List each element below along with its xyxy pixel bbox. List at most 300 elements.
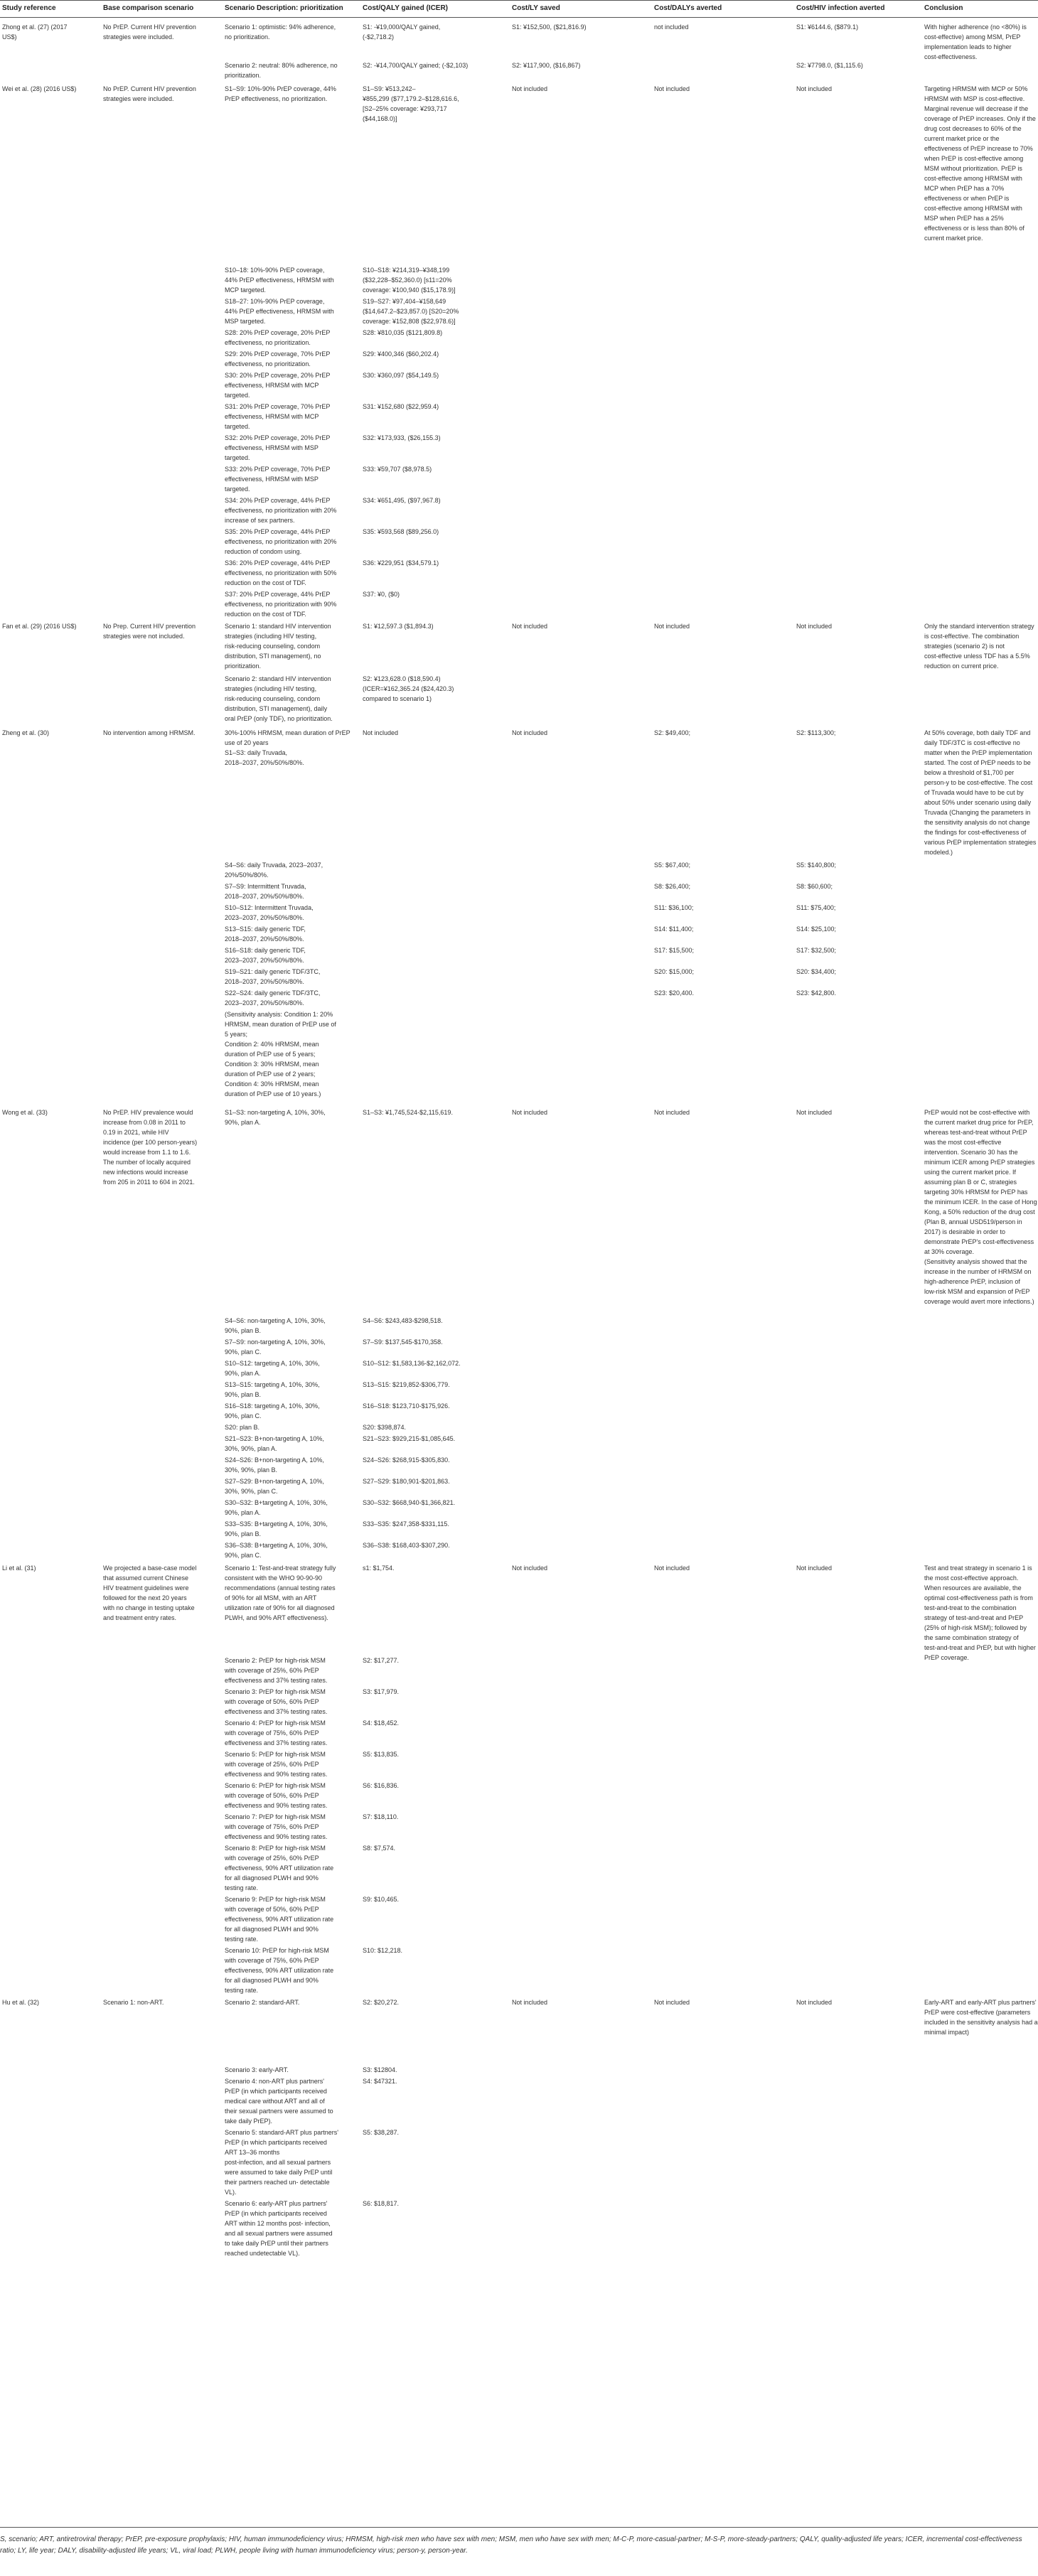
cell-line: Condition 2: 40% HRMSM, mean [225, 1041, 319, 1048]
cell-line: S13–S15: daily generic TDF, [225, 925, 306, 933]
cell-line: to take daily PrEP until their partners [225, 2240, 328, 2247]
header-cost-qaly: Cost/QALY gained (ICER) [363, 4, 449, 12]
table-bottom-rule [0, 2527, 1038, 2528]
table-cell [924, 728, 1037, 857]
table-cell [225, 903, 360, 923]
cell-line: S20: plan B. [225, 1424, 260, 1431]
table-cell [363, 2199, 508, 2209]
cell-line: is cost-effective. The combination [924, 633, 1020, 640]
table-cell [796, 881, 921, 891]
header-cost-hiv: Cost/HIV infection averted [796, 4, 885, 12]
cell-line: S10–S18: ¥214,319–¥348,199 [363, 267, 450, 274]
cell-line: were assumed to take daily PrEP until [225, 2169, 333, 2176]
cell-line: S7: $18,110. [363, 1813, 399, 1820]
table-cell [103, 1997, 223, 2007]
cell-line: Scenario 7: PrEP for high-risk MSM [225, 1813, 326, 1820]
cell-line: whereas test-and-treat without PrEP [924, 1129, 1027, 1136]
table-cell [924, 1563, 1037, 1663]
cell-line: S4: $18,452. [363, 1719, 400, 1727]
cell-line: HIV treatment guidelines were [103, 1584, 189, 1592]
cell-line: Scenario 2: standard HIV intervention [225, 675, 331, 682]
table-cell [924, 1997, 1037, 2037]
cell-line: low-risk MSM and expansion of PrEP [924, 1288, 1030, 1295]
table-cell [363, 2076, 508, 2086]
cell-line: S22–S24: daily generic TDF/3TC, [225, 989, 321, 997]
table-cell [363, 1749, 508, 1759]
cell-line: coverage of PrEP increases. Only if the [924, 115, 1036, 122]
cell-line: S27–S29: B+non-targeting A, 10%, [225, 1478, 324, 1485]
cell-line: duration of PrEP use of 5 years; [225, 1051, 316, 1058]
cell-line: We projected a base-case model [103, 1565, 197, 1572]
cell-line: MSM without prioritization. PrEP is [924, 165, 1022, 172]
table-cell [363, 1540, 508, 1550]
table-cell [225, 265, 360, 295]
table-cell [654, 967, 793, 977]
cell-line: and treatment entry rates. [103, 1614, 177, 1621]
table-cell [654, 1563, 793, 1573]
cell-line: S23: $42,800. [796, 989, 837, 997]
cell-line: S30: 20% PrEP coverage, 20% PrEP [225, 372, 331, 379]
cell-line: S3: $17,979. [363, 1688, 400, 1695]
cell-line: about 50% under scenario using daily [924, 799, 1032, 806]
cell-line: S30–S32: B+targeting A, 10%, 30%, [225, 1499, 328, 1506]
table-cell [225, 1563, 360, 1623]
table-cell [225, 84, 360, 104]
table-cell [103, 621, 223, 641]
table-cell [2, 22, 100, 42]
table-cell [363, 349, 508, 359]
table-cell [2, 1563, 100, 1573]
cell-line: (ICER=¥162,365.24 ($24,420.3) [363, 685, 454, 692]
cell-line: S19–S21: daily generic TDF/3TC, [225, 968, 321, 975]
cell-line: S33–S35: B+targeting A, 10%, 30%, [225, 1520, 328, 1528]
cell-line: intervention. Scenario 30 has the [924, 1149, 1018, 1156]
cell-line: 20%/50%/80%. [225, 871, 269, 879]
cell-line: 2018–2037, 20%/50%/80%. [225, 893, 304, 900]
cell-line: S36–S38: B+targeting A, 10%, 30%, [225, 1542, 328, 1549]
cell-line: effectiveness, no prioritization. [225, 339, 311, 346]
table-cell [225, 1655, 360, 1685]
cell-line: S33: 20% PrEP coverage, 70% PrEP [225, 466, 331, 473]
table-cell [924, 22, 1037, 62]
cell-line: 2023–2037, 20%/50%/80%. [225, 999, 304, 1007]
table-cell [796, 728, 921, 738]
cell-line: medical care without ART and all of [225, 2098, 325, 2105]
cell-line: S1–S3: ¥1,745,524-$2,115,619. [363, 1109, 453, 1116]
table-cell [225, 1422, 360, 1432]
cell-line: effectiveness and 90% testing rates. [225, 1771, 328, 1778]
cell-line: S30: ¥360,097 ($54,149.5) [363, 372, 439, 379]
table-cell [225, 945, 360, 965]
cell-line: [S2–25% coverage: ¥293,717 [363, 105, 447, 112]
table-cell [654, 860, 793, 870]
cell-line: ART 13–36 months [225, 2149, 280, 2156]
cell-line: the minimum ICER. In the case of Hong [924, 1198, 1037, 1206]
cell-line: reached undetectable VL). [225, 2250, 300, 2257]
table-cell [796, 84, 921, 94]
cell-line: 2018–2037, 20%/50%/80%. [225, 935, 304, 943]
cell-line: PrEP were cost-effective (parameters [924, 2009, 1031, 2016]
table-cell [363, 527, 508, 537]
table-cell [363, 296, 508, 326]
cell-line: S6: $18,817. [363, 2200, 400, 2207]
table-cell [796, 903, 921, 913]
table-cell [363, 1563, 508, 1573]
table-cell [654, 22, 793, 32]
cell-line: effectiveness or when PrEP is [924, 195, 1010, 202]
cell-line: S33–S35: $247,358-$331,115. [363, 1520, 449, 1528]
cell-line: S24–S26: B+non-targeting A, 10%, [225, 1456, 324, 1464]
cell-line: reduction on the cost of TDF. [225, 579, 306, 586]
cell-line: optimal cost-effectiveness path is from [924, 1594, 1033, 1601]
cell-line: S5: $13,835. [363, 1751, 400, 1758]
cell-line: no prioritization. [225, 33, 270, 41]
cell-line: (25% of high-risk MSM); followed by [924, 1624, 1027, 1631]
header-scenario-description: Scenario Description: prioritization [225, 4, 343, 12]
cell-line: S37: ¥0, ($0) [363, 591, 400, 598]
cell-line: S1: ¥152,500, ($21,816.9) [512, 23, 587, 31]
cell-line: S7–S9: $137,545-$170,358. [363, 1338, 443, 1346]
cell-line: with coverage of 50%, 60% PrEP [225, 1906, 319, 1913]
table-cell [363, 1519, 508, 1529]
cell-line: Not included [654, 85, 690, 92]
table-cell [363, 1422, 508, 1432]
table-cell [225, 1540, 360, 1560]
cell-line: oral PrEP (only TDF), no prioritization. [225, 715, 333, 722]
cell-line: 2023–2037, 20%/50%/80%. [225, 914, 304, 921]
cell-line: was the most cost-effective [924, 1139, 1002, 1146]
table-cell [363, 2065, 508, 2075]
table-cell [225, 924, 360, 944]
cell-line: various PrEP implementation strategies [924, 839, 1037, 846]
table-cell [654, 924, 793, 934]
cell-line: person-y to be cost-effective. The cost [924, 779, 1033, 786]
cell-line: Targeting HRMSM with MCP or 50% [924, 85, 1028, 92]
cell-line: S2: $49,400; [654, 729, 691, 736]
cell-line: S17: $32,500; [796, 947, 837, 954]
cell-line: minimum ICER among PrEP strategies [924, 1159, 1035, 1166]
table-cell [363, 1358, 508, 1368]
cell-line: HRMSM, mean duration of PrEP use of [225, 1021, 336, 1028]
cell-line: use of 20 years [225, 739, 269, 746]
table-cell [225, 728, 360, 768]
table-cell [796, 1107, 921, 1117]
cell-line: cost-effective) among MSM, PrEP [924, 33, 1021, 41]
table-cell [225, 2199, 360, 2258]
cell-line: consistent with the WHO 90-90-90 [225, 1574, 323, 1582]
table-cell [363, 1843, 508, 1853]
cell-line: S13–S15: targeting A, 10%, 30%, [225, 1381, 320, 1388]
cell-line: with coverage of 25%, 60% PrEP [225, 1667, 319, 1674]
table-cell [225, 22, 360, 42]
cell-line: high-adherence PrEP, inclusion of [924, 1278, 1020, 1285]
cell-line: Not included [512, 1565, 548, 1572]
cell-line: S20: $398,874. [363, 1424, 407, 1431]
cell-line: effectiveness or is less than 80% of [924, 225, 1024, 232]
cell-line: assuming plan B or C, strategies [924, 1179, 1017, 1186]
cell-line: S34: 20% PrEP coverage, 44% PrEP [225, 497, 331, 504]
cell-line: S4–S6: $243,483-$298,518. [363, 1317, 443, 1324]
cell-line: PrEP (in which participants received [225, 2139, 327, 2146]
cell-line: Scenario 3: early-ART. [225, 2066, 289, 2073]
cell-line: Not included [512, 729, 548, 736]
cell-line: (Sensitivity analysis showed that the [924, 1258, 1027, 1265]
table-cell [225, 495, 360, 525]
cell-line: S11: $75,400; [796, 904, 836, 911]
table-cell [225, 1337, 360, 1357]
table-cell [363, 1997, 508, 2007]
table-cell [363, 265, 508, 295]
cell-line: S11: $36,100; [654, 904, 694, 911]
table-cell [103, 84, 223, 104]
cell-line: Truvada (Changing the parameters in [924, 809, 1031, 816]
cell-line: At 50% coverage, both daily TDF and [924, 729, 1031, 736]
table-cell [225, 1946, 360, 1995]
cell-line: daily TDF/3TC is cost-effective no [924, 739, 1020, 746]
cell-line: S27–S29: $180,901-$201,863. [363, 1478, 450, 1485]
cell-line: effectiveness, no prioritization with 20% [225, 507, 337, 514]
cell-line: S10–S12: Intermittent Truvada, [225, 904, 314, 911]
cell-line: 90%, plan B. [225, 1327, 262, 1334]
table-cell [225, 370, 360, 400]
cell-line: S16–S18: daily generic TDF, [225, 947, 306, 954]
cell-line: S1: ¥12,597.3 ($1,894.3) [363, 623, 434, 630]
cell-line: 2018–2037, 20%/50%/80%. [225, 978, 304, 985]
table-cell [225, 1380, 360, 1400]
cell-line: coverage: ¥152,808 ($22,978.6)] [363, 318, 456, 325]
table-cell [363, 22, 508, 42]
cell-line: US$) [2, 33, 17, 41]
cell-line: targeted. [225, 423, 250, 430]
cell-line: using the current market price. If [924, 1169, 1017, 1176]
cell-line: PrEP coverage. [924, 1654, 969, 1661]
cell-line: strategy of test-and-treat and PrEP [924, 1614, 1024, 1621]
cell-line: S7–S9: non-targeting A, 10%, 30%, [225, 1338, 326, 1346]
cell-line: with coverage of 50%, 60% PrEP [225, 1698, 319, 1705]
table-cell [654, 881, 793, 891]
cell-line: their partners reached un- detectable [225, 2179, 330, 2186]
cell-line: ($14,647.2–$23,857.0) [S20=20% [363, 308, 459, 315]
table-cell [363, 433, 508, 443]
cell-line: S2: ¥117,900, ($16,867) [512, 62, 581, 69]
table-cell [654, 621, 793, 631]
table-cell [512, 1997, 651, 2007]
header-study-reference: Study reference [2, 4, 56, 12]
cell-line: increase from 0.08 in 2011 to [103, 1119, 186, 1126]
cell-line: S2: $20,272. [363, 1999, 400, 2006]
table-cell [225, 527, 360, 557]
table-cell [363, 402, 508, 412]
table-cell [654, 945, 793, 955]
cell-line: their sexual partners were assumed to [225, 2108, 333, 2115]
cell-line: No PrEP. Current HIV prevention [103, 85, 196, 92]
cell-line: targeted. [225, 392, 250, 399]
header-cost-ly: Cost/LY saved [512, 4, 560, 12]
cell-line: effectiveness and 37% testing rates. [225, 1677, 328, 1684]
cell-line: 90%, plan A. [225, 1370, 261, 1377]
cell-line: reduction on the cost of TDF. [225, 611, 306, 618]
cell-line: S1–S3: non-targeting A, 10%, 30%, [225, 1109, 326, 1116]
cell-line: S21–S23: B+non-targeting A, 10%, [225, 1435, 324, 1442]
cell-line: Scenario 4: PrEP for high-risk MSM [225, 1719, 326, 1727]
cell-line: Not included [796, 1999, 833, 2006]
table-cell [796, 60, 921, 70]
cell-line: strategies were not included. [103, 633, 185, 640]
cell-line: increase in the number of HRMSM on [924, 1268, 1032, 1275]
cell-line: distribution, STI management), no [225, 653, 321, 660]
table-cell [924, 621, 1037, 671]
cell-line: matter when the PrEP implementation [924, 749, 1032, 756]
table-cell [924, 1107, 1037, 1306]
table-cell [654, 903, 793, 913]
table-cell [363, 1401, 508, 1411]
cell-line: No Prep. Current HIV prevention [103, 623, 196, 630]
cell-line: Zhong et al. (27) (2017 [2, 23, 68, 31]
cell-line: S36: ¥229,951 ($34,579.1) [363, 559, 439, 567]
table-cell [363, 1455, 508, 1465]
cell-line: 90%, plan A. [225, 1509, 261, 1516]
cell-line: PrEP effectiveness, no prioritization. [225, 95, 328, 102]
cell-line: with no change in testing uptake [103, 1604, 195, 1611]
cell-line: the current market drug price for PrEP, [924, 1119, 1034, 1126]
cell-line: 90%, plan C. [225, 1412, 262, 1420]
cell-line: for all diagnosed PLWH and 90% [225, 1874, 319, 1882]
table-cell [654, 1107, 793, 1117]
table-cell [225, 402, 360, 431]
cell-line: with coverage of 25%, 60% PrEP [225, 1855, 319, 1862]
table-cell [225, 2127, 360, 2197]
cell-line: S14: $25,100; [796, 925, 837, 933]
cell-line: prioritization. [225, 662, 262, 670]
cell-line: coverage: ¥100,940 ($15,178.9)] [363, 286, 456, 294]
cell-line: 5 years; [225, 1031, 248, 1038]
cell-line: when PrEP is cost-effective among [924, 155, 1024, 162]
table-cell [363, 1380, 508, 1390]
cell-line: demonstrate PrEP's cost-effectiveness [924, 1238, 1034, 1245]
cell-line: Not included [796, 1109, 833, 1116]
cell-line: Not included [796, 623, 833, 630]
cell-line: Scenario 1: standard HIV intervention [225, 623, 331, 630]
cell-line: prioritization. [225, 72, 262, 79]
cell-line: Not included [654, 1999, 690, 2006]
cell-line: Not included [654, 1565, 690, 1572]
cell-line: S36–S38: $168,403-$307,290. [363, 1542, 450, 1549]
cell-line: 2023–2037, 20%/50%/80%. [225, 957, 304, 964]
cell-line: recommendations (annual testing rates [225, 1584, 336, 1592]
cell-line: Scenario 1: non-ART. [103, 1999, 164, 2006]
cell-line: distribution, STI management), daily [225, 705, 328, 712]
table-cell [512, 1563, 651, 1573]
table-cell [225, 860, 360, 880]
table-cell [225, 1997, 360, 2007]
table-cell [225, 1718, 360, 1748]
table-cell [225, 881, 360, 901]
cell-line: not included [654, 23, 689, 31]
cell-line: S3: $12804. [363, 2066, 397, 2073]
table-cell [796, 1563, 921, 1573]
cell-line: the findings for cost-effectiveness of [924, 829, 1027, 836]
cell-line: Zheng et al. (30) [2, 729, 50, 736]
table-cell [363, 589, 508, 599]
cell-line: modeled.) [924, 849, 953, 856]
table-cell [363, 2127, 508, 2137]
cell-line: S19–S27: ¥97,404–¥158,649 [363, 298, 446, 305]
cell-line: with coverage of 75%, 60% PrEP [225, 1823, 319, 1830]
table-cell [225, 1476, 360, 1496]
table-cell [796, 860, 921, 870]
cell-line: duration of PrEP use of 10 years.) [225, 1090, 321, 1098]
table-cell [225, 296, 360, 326]
table-cell [512, 22, 651, 32]
cell-line: effectiveness, no prioritization with 20% [225, 538, 337, 545]
cell-line: PrEP (in which participants received [225, 2088, 327, 2095]
cell-line: S20: $15,000; [654, 968, 695, 975]
table-cell [225, 1687, 360, 1717]
cell-line: PrEP (in which participants received [225, 2210, 327, 2217]
cell-line: strategies (scenario 2) is not [924, 643, 1005, 650]
cell-line: reduction of condom using. [225, 548, 302, 555]
header-conclusion: Conclusion [924, 4, 963, 12]
cell-line: effectiveness and 90% testing rates. [225, 1833, 328, 1840]
cell-line: cost-effective among HRMSM with [924, 205, 1022, 212]
table-cell [363, 1812, 508, 1822]
cell-line: Condition 3: 30% HRMSM, mean [225, 1061, 319, 1068]
cell-line: S8: $26,400; [654, 883, 691, 890]
table-cell [363, 60, 508, 70]
cell-line: 30%, 90%, plan B. [225, 1466, 278, 1474]
table-cell [363, 1498, 508, 1508]
cell-line: incidence (per 100 person-years) [103, 1139, 198, 1146]
cell-line: S18–27: 10%-90% PrEP coverage, [225, 298, 325, 305]
cell-line: effectiveness, HRMSM with MSP [225, 444, 319, 451]
cell-line: s1: $1,754. [363, 1565, 395, 1572]
cell-line: of 90% for all MSM, with an ART [225, 1594, 317, 1601]
cell-line: S5: $67,400; [654, 862, 691, 869]
cell-line: implementation leads to higher [924, 43, 1012, 50]
cell-line: the most cost-effective approach. [924, 1574, 1019, 1582]
cell-line: S24–S26: $268,915-$305,830. [363, 1456, 450, 1464]
cell-line: risk-reducing counseling, condom [225, 695, 321, 702]
cell-line: of Truvada would have to be cut by [924, 789, 1024, 796]
table-cell [796, 967, 921, 977]
cell-line: Scenario 2: standard-ART. [225, 1999, 300, 2006]
cell-line: S16–S18: targeting A, 10%, 30%, [225, 1402, 320, 1410]
table-footnote: S, scenario; ART, antiretroviral therapy; PrEP, pre-exposure prophylaxis; HIV, human immunodeficiency virus; HRMSM, high-risk men who have sex with men; MSM, men who have sex with men; M-C-P, more-casual-partner; M-S-P, more-steady-partners; QALY, quality-adjusted life years; ICER, incremental cost-effectiveness ratio; LY, life year; DALY, disability-adjusted life years; VL, viral load; PLWH, people living with human immunodeficiency virus; person-y, person-year. [0, 2535, 1022, 2555]
table-cell [225, 433, 360, 463]
cell-line: reduction on current price. [924, 662, 999, 670]
table-cell [654, 728, 793, 738]
table-cell [363, 728, 508, 738]
cell-line: take daily PrEP). [225, 2118, 273, 2125]
cell-line: S4: $47321. [363, 2078, 397, 2085]
cell-line: S2: $113,300; [796, 729, 836, 736]
table-cell [363, 1337, 508, 1347]
cell-line: started. The cost of PrEP needs to be [924, 759, 1031, 766]
cell-line: at 30% coverage. [924, 1248, 975, 1255]
cell-line: (Plan B, annual USD519/person in [924, 1218, 1022, 1225]
cell-line: ¥855,299 ($77,179.2–$128,616.6, [363, 95, 459, 102]
cell-line: strategies (including HIV testing, [225, 685, 317, 692]
cell-line: Wong et al. (33) [2, 1109, 48, 1116]
table-cell [363, 674, 508, 704]
cell-line: S1–S9: ¥513,242– [363, 85, 416, 92]
cell-line: No intervention among HRMSM. [103, 729, 196, 736]
table-cell [363, 1781, 508, 1791]
header-rule-top [0, 0, 1038, 1]
table-cell [225, 967, 360, 987]
table-cell [363, 1687, 508, 1697]
cell-line: effectiveness, no prioritization with 50% [225, 569, 337, 576]
